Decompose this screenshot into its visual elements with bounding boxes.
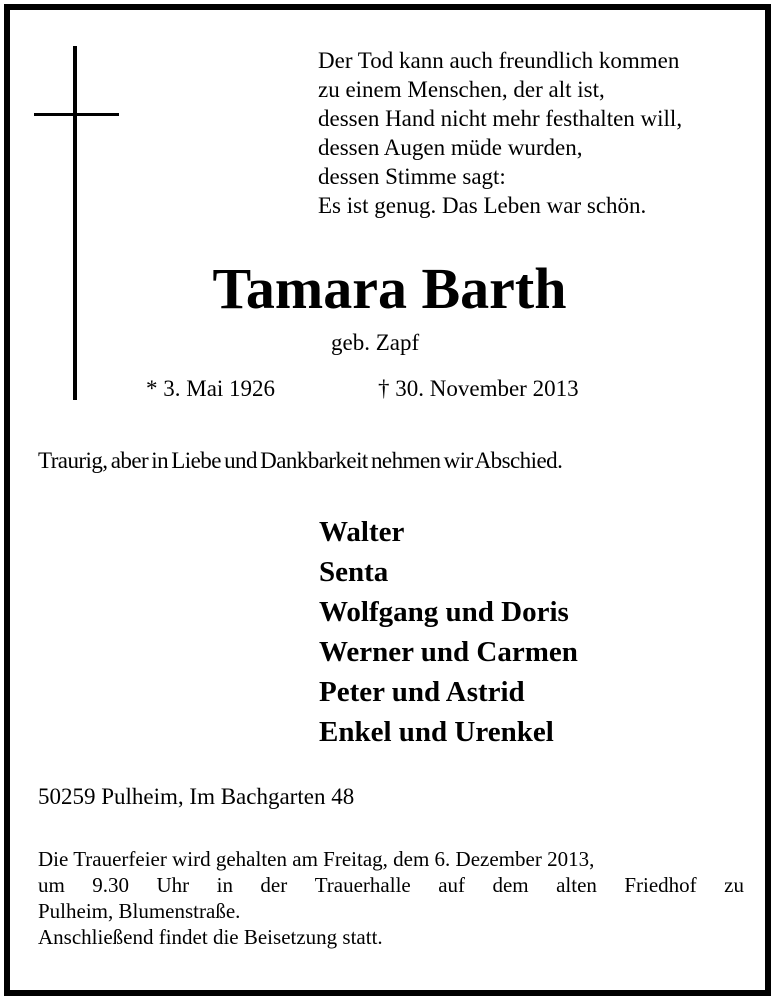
service-word: auf bbox=[438, 873, 466, 897]
service-word: in bbox=[216, 873, 233, 897]
cross-icon-horizontal-bar bbox=[34, 113, 119, 116]
service-word: Trauerhalle bbox=[314, 873, 411, 897]
service-word: um bbox=[38, 873, 65, 897]
mourner-name: Senta bbox=[319, 556, 389, 588]
service-word: dem bbox=[492, 873, 529, 897]
death-date: † 30. November 2013 bbox=[378, 376, 579, 401]
mourners-list bbox=[319, 512, 578, 752]
service-word: alten bbox=[556, 873, 597, 897]
mourner-name: Walter bbox=[319, 516, 405, 548]
service-line: Pulheim, Blumenstraße. bbox=[38, 899, 241, 923]
service-line-justified bbox=[38, 872, 744, 898]
birth-date: * 3. Mai 1926 bbox=[146, 376, 276, 401]
service-word: zu bbox=[724, 873, 744, 897]
poem-line: Es ist genug. Das Leben war schön. bbox=[318, 193, 647, 218]
mourner-name: Peter und Astrid bbox=[319, 676, 525, 708]
poem-line: Der Tod kann auch freundlich kommen bbox=[318, 48, 680, 73]
funeral-service-notice bbox=[38, 846, 744, 950]
service-word: Uhr bbox=[156, 873, 190, 897]
maiden-name: geb. Zapf bbox=[331, 330, 420, 355]
poem-line: zu einem Menschen, der alt ist, bbox=[318, 77, 605, 102]
mourner-name: Wolfgang und Doris bbox=[319, 596, 569, 628]
mourner-name: Werner und Carmen bbox=[319, 636, 578, 668]
service-word: der bbox=[260, 873, 288, 897]
mourner-name: Enkel und Urenkel bbox=[319, 716, 554, 748]
cross-icon-vertical-bar bbox=[73, 46, 77, 400]
farewell-statement: Traurig, aber in Liebe und Dankbarkeit nehmen wir Abschied. bbox=[38, 448, 563, 473]
mourning-address: 50259 Pulheim, Im Bachgarten 48 bbox=[38, 784, 355, 809]
poem-block bbox=[318, 46, 758, 220]
poem-line: dessen Augen müde wurden, bbox=[318, 135, 583, 160]
poem-line: dessen Hand nicht mehr festhalten will, bbox=[318, 106, 683, 131]
service-line: Die Trauerfeier wird gehalten am Freitag, dem 6. Dezember 2013, bbox=[38, 847, 595, 871]
service-word: 9.30 bbox=[92, 873, 130, 897]
service-line: Anschließend findet die Beisetzung statt. bbox=[38, 925, 383, 949]
service-word: Friedhof bbox=[624, 873, 697, 897]
deceased-name: Tamara Barth bbox=[212, 256, 567, 321]
poem-line: dessen Stimme sagt: bbox=[318, 164, 506, 189]
